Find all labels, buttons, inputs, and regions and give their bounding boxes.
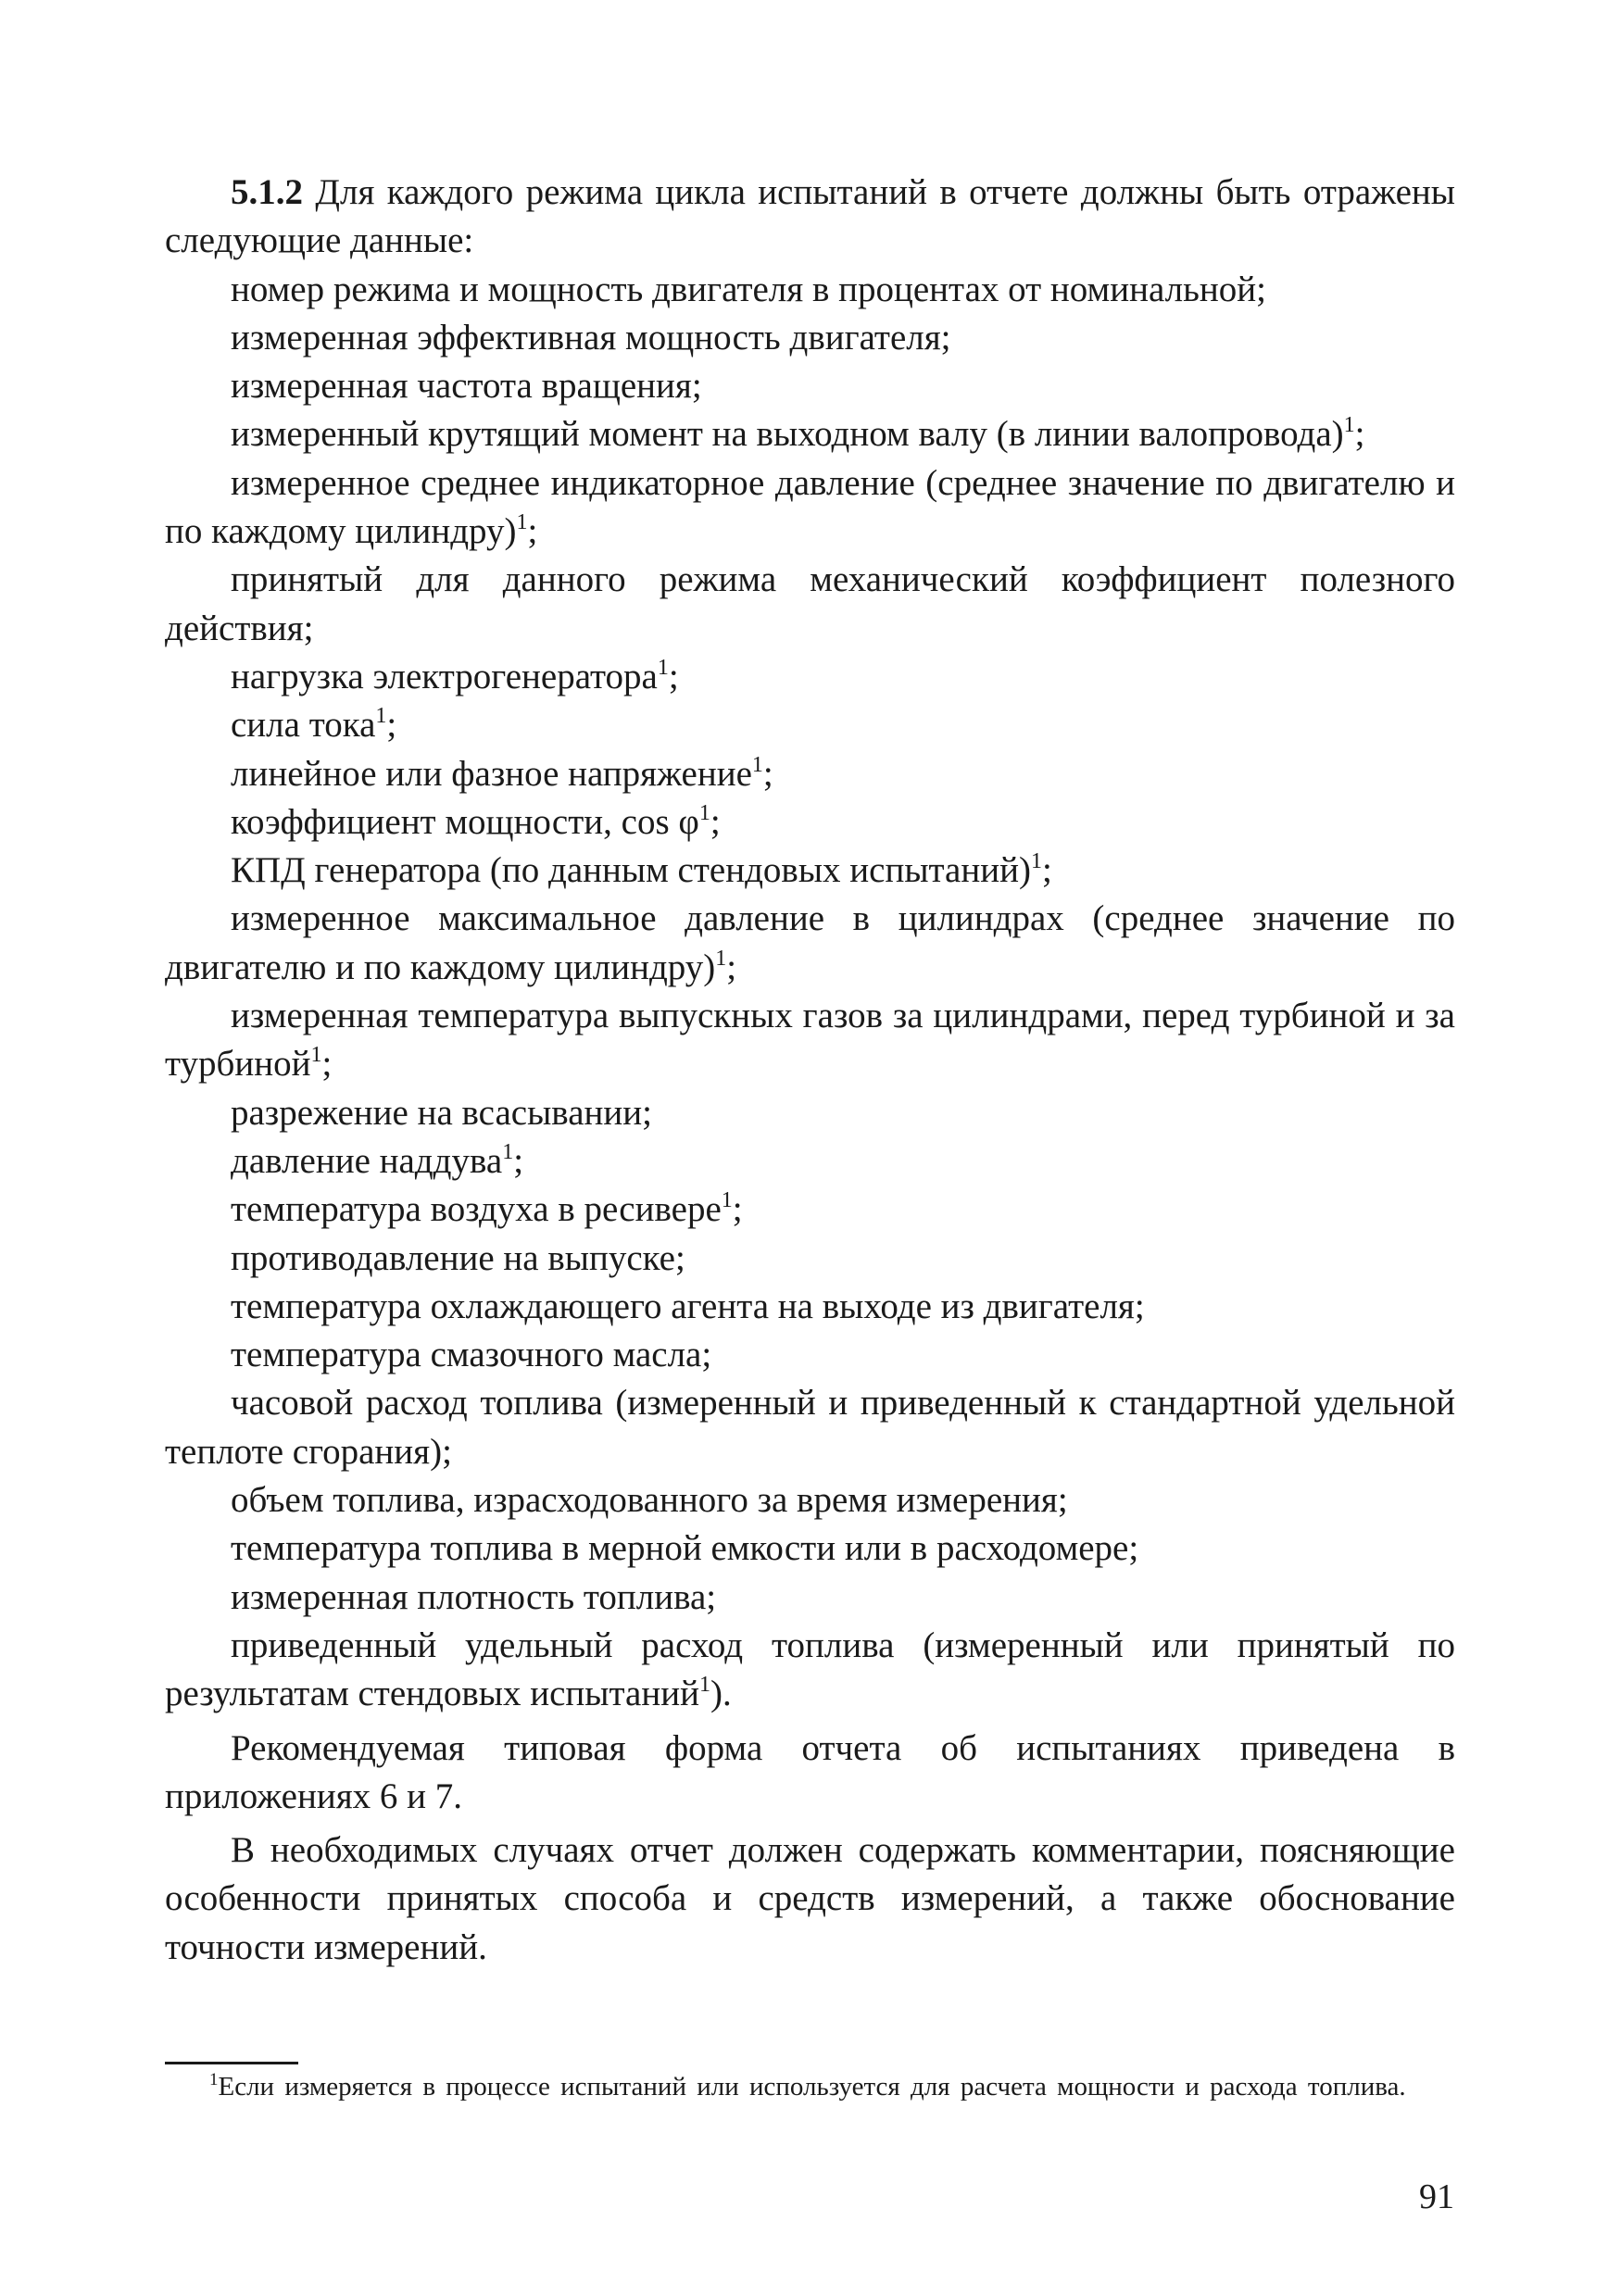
list-item: принятый для данного режима механический коэффициент полезного действия; <box>165 559 1455 648</box>
list-item: сила тока$^1$; <box>231 704 397 746</box>
list-item: температура топлива в мерной емкости или в расходомере; <box>231 1528 1139 1569</box>
list-item: номер режима и мощность двигателя в процентах от номинальной; <box>231 269 1266 309</box>
footnote-separator <box>165 2062 298 2064</box>
comments-paragraph: В необходимых случаях отчет должен содержать комментарии, поясняющие особенности принятых способа и средств измерений, а также обоснование точности измерений. <box>165 1830 1455 1967</box>
list-item: измеренная плотность топлива; <box>231 1576 717 1617</box>
list-item: измеренная эффективная мощность двигателя; <box>231 317 951 358</box>
footnote-text: Если измеряется в процессе испытаний или используется для расчета мощности и расхода топлива. <box>218 2072 1406 2102</box>
list-item: измеренная температура выпускных газов за цилиндрами, перед турбиной и за турбиной$^1$; <box>165 996 1455 1085</box>
list-item: измеренная частота вращения; <box>231 366 702 407</box>
list-item: линейное или фазное напряжение$^1$; <box>231 752 773 794</box>
list-item: температура смазочного масла; <box>231 1335 712 1375</box>
footnote-mark: 1 <box>209 2070 219 2089</box>
list-item: измеренное максимальное давление в цилиндрах (среднее значение по двигателю и по каждому цилиндру)$^1$; <box>165 898 1455 987</box>
footnote-ref: 1 <box>721 1188 733 1213</box>
footnote-ref: 1 <box>375 704 387 729</box>
clause-intro: Для каждого режима цикла испытаний в отчете должны быть отражены следующие данные: <box>165 172 1455 261</box>
list-item: приведенный удельный расход топлива (измеренный или принятый по результатам стендовых испытаний$^1$). <box>165 1625 1455 1714</box>
list-item: нагрузка электрогенератора$^1$; <box>231 655 679 696</box>
list-item: температура охлаждающего агента на выходе из двигателя; <box>231 1286 1145 1326</box>
list-item: часовой расход топлива (измеренный и приведенный к стандартной удельной теплоте сгорания); <box>165 1383 1455 1472</box>
footnote-ref: 1 <box>1030 849 1042 874</box>
footnote-ref: 1 <box>516 510 528 535</box>
body-text <box>165 169 1455 1972</box>
list-item: КПД генератора (по данным стендовых испытаний)$^1$; <box>231 849 1052 891</box>
footnote-ref: 1 <box>657 655 669 680</box>
footnote-ref: 1 <box>698 1673 710 1698</box>
clause-paragraph <box>165 169 1455 266</box>
footnote-ref: 1 <box>715 946 727 971</box>
list-item: объем топлива, израсходованного за время измерения; <box>231 1480 1068 1521</box>
list-item: разрежение на всасывании; <box>231 1092 652 1133</box>
footnote-ref: 1 <box>1343 413 1355 438</box>
list-item: измеренный крутящий момент на выходном валу (в линии валопровода)$^1$; <box>231 413 1365 455</box>
list-item: измеренное среднее индикаторное давление (среднее значение по двигателю и по каждому цилиндру)$^1$; <box>165 462 1455 552</box>
list-item: коэффициент мощности, cos φ$^1$; <box>231 800 721 842</box>
footnote-ref: 1 <box>698 800 710 825</box>
list-item: температура воздуха в ресивере$^1$; <box>231 1188 743 1230</box>
recommendation-paragraph: Рекомендуемая типовая форма отчета об испытаниях приведена в приложениях 6 и 7. <box>165 1727 1455 1816</box>
footnote-ref: 1 <box>751 752 763 777</box>
page-number: 91 <box>1419 2177 1454 2216</box>
list-item: давление наддува$^1$; <box>231 1139 524 1181</box>
clause-number: 5.1.2 <box>231 172 303 212</box>
footnote-ref: 1 <box>502 1139 514 1164</box>
list-item: противодавление на выпуске; <box>231 1237 685 1278</box>
footnote <box>165 2067 1455 2106</box>
footnote-ref: 1 <box>310 1043 322 1068</box>
